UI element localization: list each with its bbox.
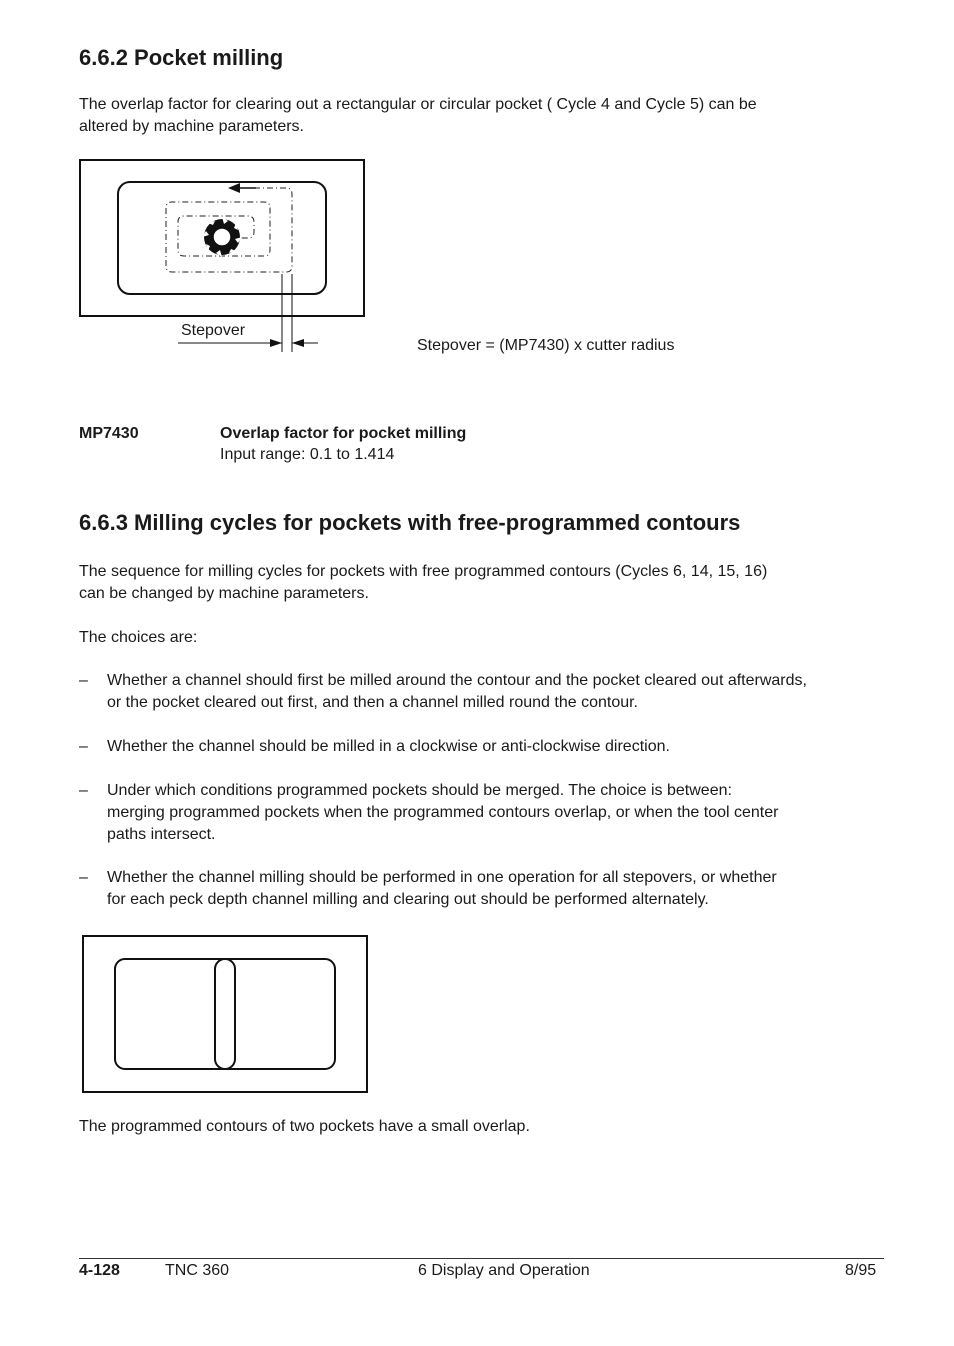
bullet-text-line: Under which conditions programmed pockets should be merged. The choice is between: xyxy=(107,782,732,799)
footer-product: TNC 360 xyxy=(165,1262,230,1279)
bullet-dash: – xyxy=(79,782,88,799)
footer-divider xyxy=(79,1258,884,1259)
footer-page-number: 4-128 xyxy=(79,1262,120,1279)
contours-intro-line1: The sequence for milling cycles for pockets with free programmed contours (Cycles 6, 14, 15, 16) xyxy=(79,563,768,580)
list-item xyxy=(79,736,879,758)
section-heading-pocket-milling: 6.6.2 Pocket milling xyxy=(79,45,284,70)
stepover-label: Stepover xyxy=(181,322,246,339)
param-range: Input range: 0.1 to 1.414 xyxy=(220,446,395,463)
pocket-outline-channel xyxy=(215,959,235,1069)
stepover-formula: Stepover = (MP7430) x cutter radius xyxy=(417,337,675,354)
bullet-text-line: Whether a channel should first be milled around the contour and the pocket cleared out afterwards, xyxy=(107,672,807,689)
param-title: Overlap factor for pocket milling xyxy=(220,425,467,442)
bullet-text-line: for each peck depth channel milling and clearing out should be performed alternately. xyxy=(107,891,709,908)
section-heading-free-contours: 6.6.3 Milling cycles for pockets with free-programmed contours xyxy=(79,510,741,535)
footer-chapter: 6 Display and Operation xyxy=(418,1262,590,1279)
list-item xyxy=(79,780,879,846)
bullet-text-line: Whether the channel milling should be performed in one operation for all stepovers, or whether xyxy=(107,869,777,886)
list-item xyxy=(79,670,879,714)
cutter-icon xyxy=(202,217,242,257)
pocket-intro-line2: altered by machine parameters. xyxy=(79,118,304,135)
bullet-text-line: paths intersect. xyxy=(107,826,216,843)
pocket-outline-main xyxy=(115,959,335,1069)
footer-date: 8/95 xyxy=(845,1262,877,1279)
pocket-intro-line1: The overlap factor for clearing out a rectangular or circular pocket ( Cycle 4 and Cycle 5) can be xyxy=(79,96,757,113)
bullet-text-line: or the pocket cleared out first, and then a channel milled round the contour. xyxy=(107,694,638,711)
bullet-dash: – xyxy=(79,672,88,689)
bullet-text-line: merging programmed pockets when the programmed contours overlap, or when the tool center xyxy=(107,804,779,821)
choices-intro: The choices are: xyxy=(79,629,198,646)
bullet-dash: – xyxy=(79,869,88,886)
overlapping-pockets-diagram xyxy=(82,935,370,1095)
contours-intro-line2: can be changed by machine parameters. xyxy=(79,585,369,602)
dimension-arrow-left xyxy=(270,339,282,347)
bullet-dash: – xyxy=(79,738,88,755)
direction-arrow-head xyxy=(228,183,240,193)
bullet-text-line: Whether the channel should be milled in a clockwise or anti-clockwise direction. xyxy=(107,738,670,755)
list-item xyxy=(79,867,879,911)
param-code: MP7430 xyxy=(79,425,139,442)
figure-caption: The programmed contours of two pockets have a small overlap. xyxy=(79,1118,530,1135)
dimension-arrow-right xyxy=(292,339,304,347)
